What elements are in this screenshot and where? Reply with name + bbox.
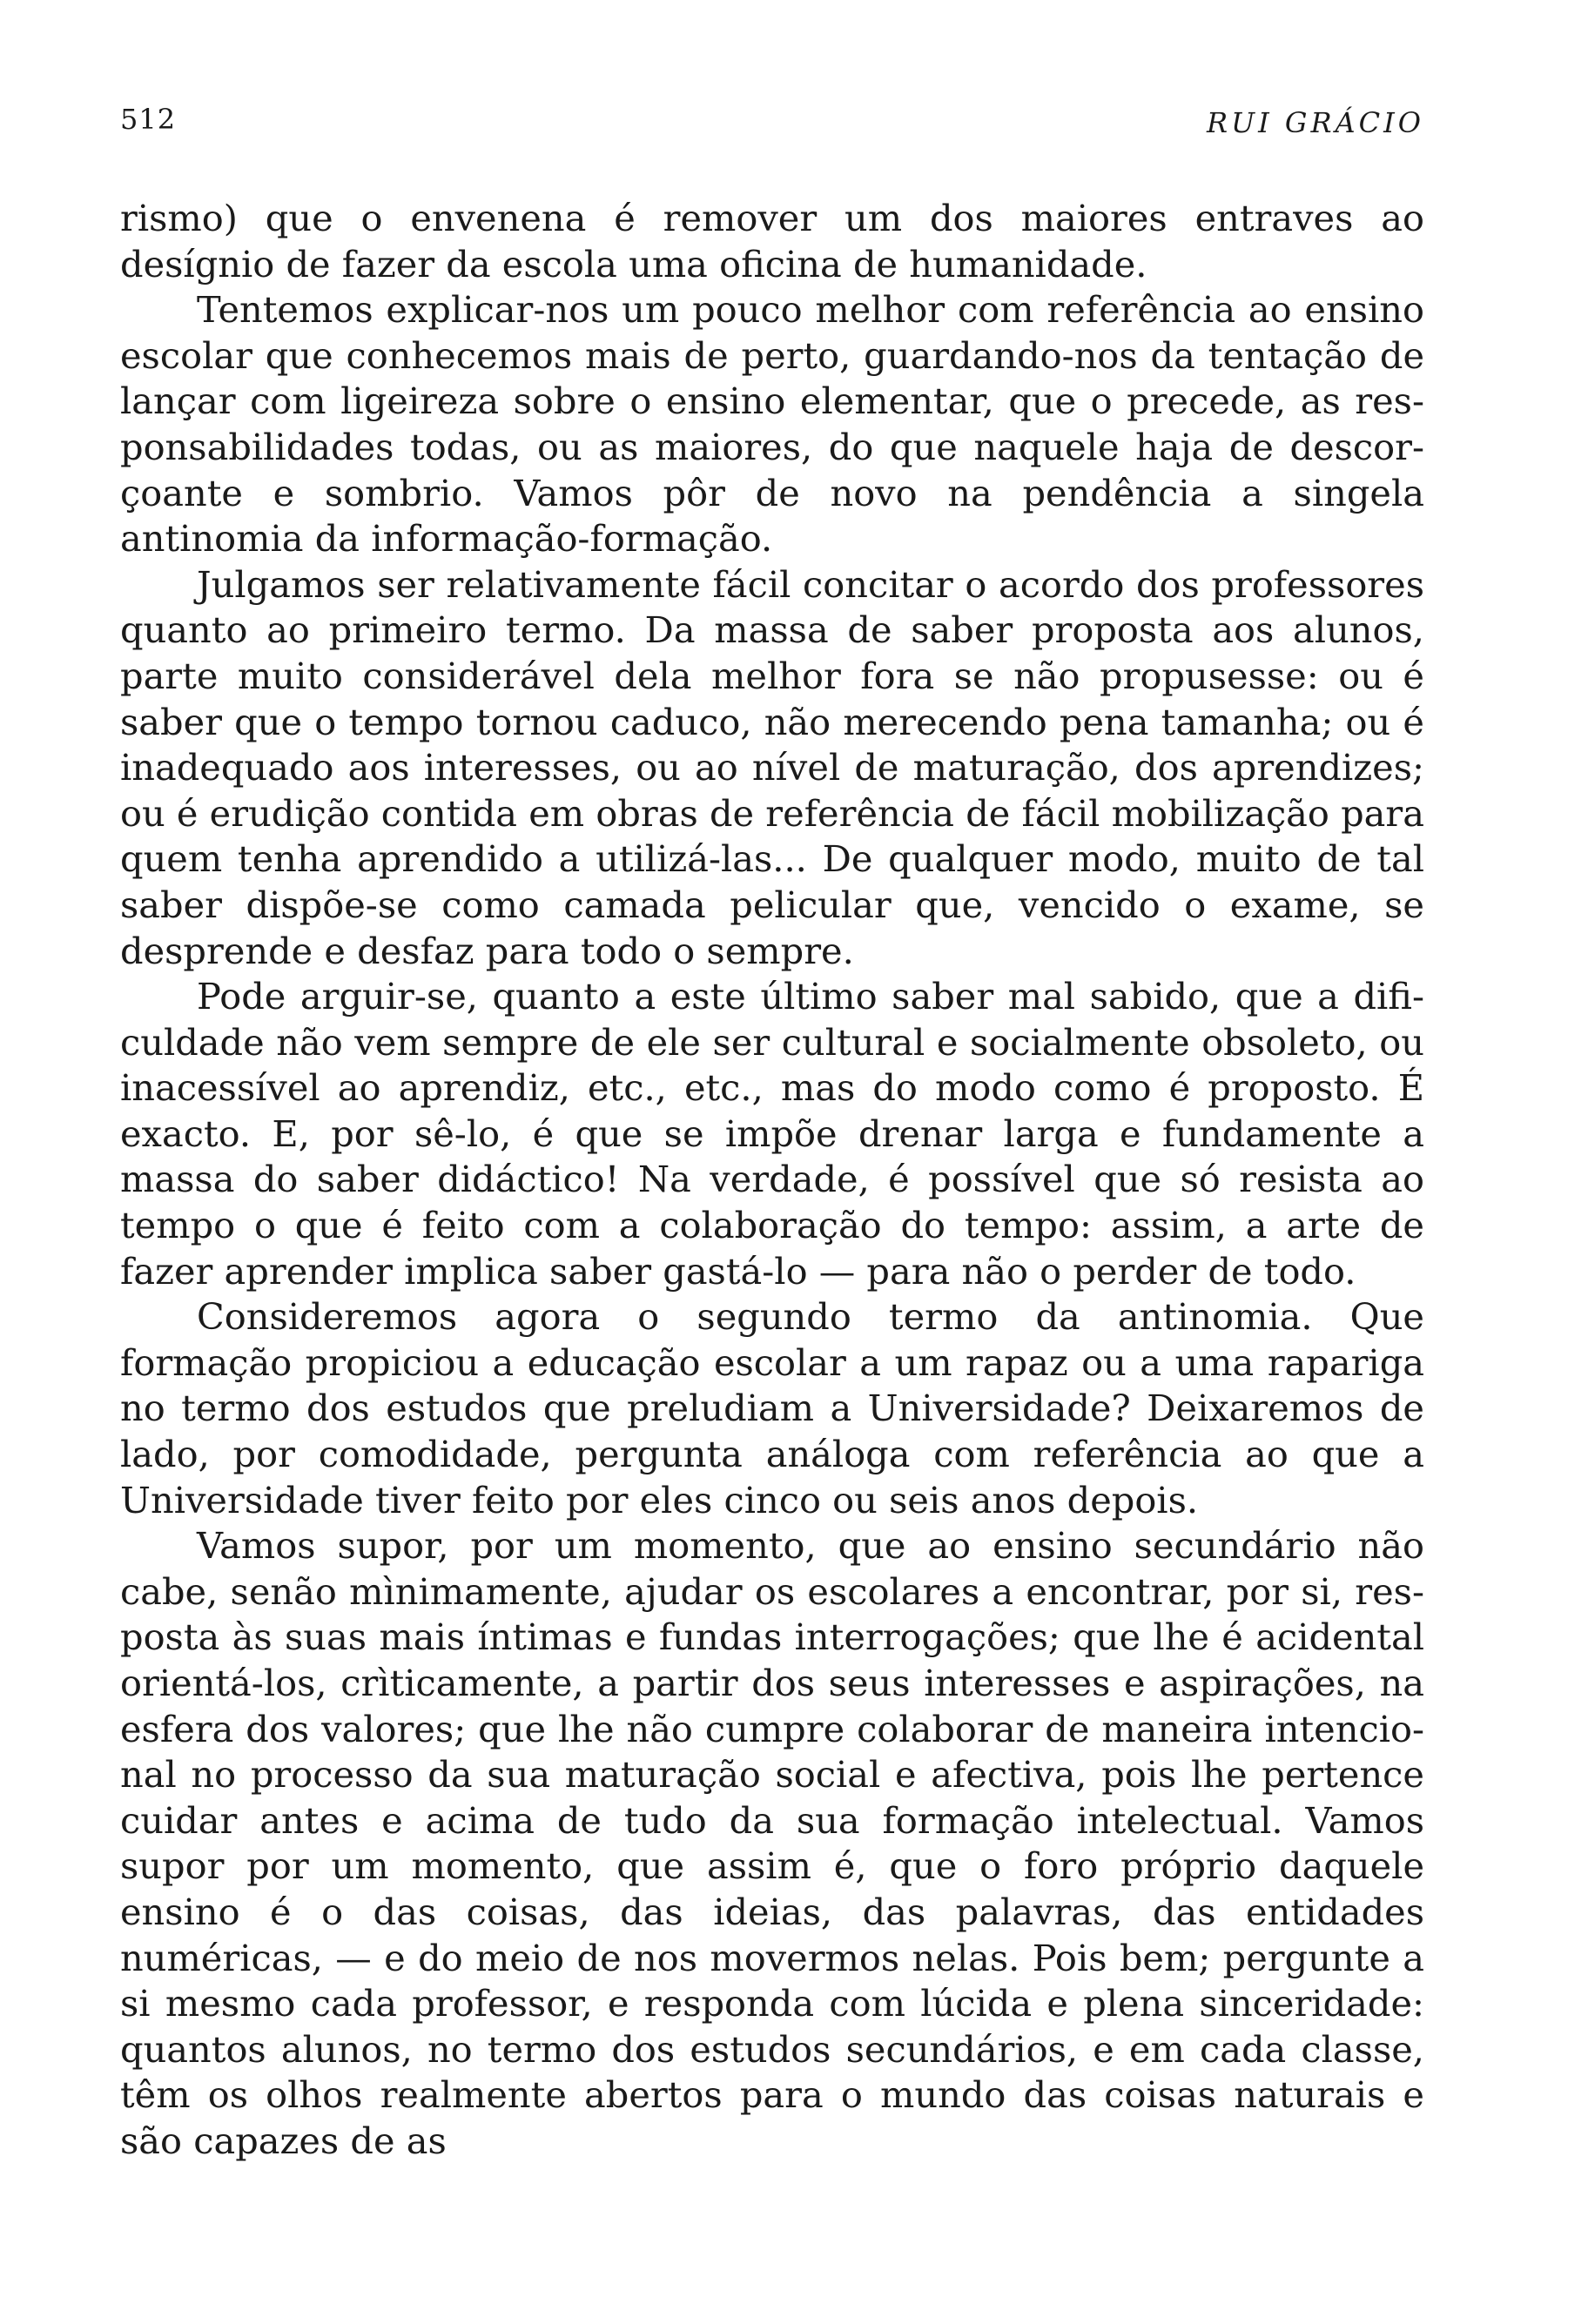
body-text	[120, 196, 1424, 2165]
paragraph: rismo) que o envenena é remover um dos maiores entraves ao desígnio de fazer da escola uma oficina de humanidade.	[120, 197, 1424, 285]
page-number: 512	[120, 103, 177, 136]
running-head: RUI GRÁCIO	[1207, 106, 1424, 139]
paragraph: Pode arguir-se, quanto a este último saber mal sabido, que a dificuldade não vem sempre de ele ser cultural e socialmente obsoleto, ou inacessível ao aprendiz, etc., etc., mas do modo como é proposto. É exacto. E, por sê-lo, é que se impõe drenar larga e fundamente a massa do saber didáctico! Na verdade, é possível que só resista ao tempo o que é feito com a colaboração do tempo: assim, a arte de fazer aprender implica saber gastá-lo — para não o perder de todo.	[120, 975, 1424, 1293]
paragraph: Vamos supor, por um momento, que ao ensino secundário não cabe, senão mìnimamente, ajudar os escolares a encontrar, por si, resposta às suas mais íntimas e fundas interrogações; que lhe é acidental orientá-los, crìticamente, a partir dos seus interesses e aspirações, na esfera dos valores; que lhe não cumpre colaborar de maneira intencional no processo da sua maturação social e afectiva, pois lhe pertence cuidar antes e acima de tudo da sua formação intelectual. Vamos supor por um momento, que assim é, que o foro próprio daquele ensino é o das coisas, das ideias, das palavras, das entidades numéricas, — e do meio de nos movermos nelas. Pois bem; pergunte a si mesmo cada professor, e responda com lúcida e plena sinceridade: quantos alunos, no termo dos estudos secundários, e em cada classe, têm os olhos realmente abertos para o mundo das coisas naturais e são capazes de as	[120, 1524, 1424, 2162]
paragraph: Tentemos explicar-nos um pouco melhor com referência ao ensino escolar que conhecemos mais de perto, guardando-nos da tentação de lançar com ligeireza sobre o ensino elementar, que o precede, as responsabilidades todas, ou as maiores, do que naquele haja de descorçoante e sombrio. Vamos pôr de novo na pendência a singela antinomia da informação-formação.	[120, 288, 1424, 561]
page-header	[120, 103, 1424, 155]
paragraph: Julgamos ser relativamente fácil concitar o acordo dos professores quanto ao primeiro termo. Da massa de saber proposta aos alunos, parte muito considerável dela melhor fora se não propusesse: ou é saber que o tempo tornou caduco, não merecendo pena tamanha; ou é inadequado aos interesses, ou ao nível de maturação, dos aprendizes; ou é erudição contida em obras de referência de fácil mobilização para quem tenha aprendido a utilizá-las... De qualquer modo, muito de tal saber dispõe-se como camada pelicular que, vencido o exame, se desprende e desfaz para todo o sempre.	[120, 562, 1424, 972]
paragraph: Consideremos agora o segundo termo da antinomia. Que formação propiciou a educação escolar a um rapaz ou a uma rapariga no termo dos estudos que preludiam a Universidade? Deixaremos de lado, por comodidade, pergunta análoga com referência ao que a Universidade tiver feito por eles cinco ou seis anos depois.	[120, 1295, 1424, 1521]
